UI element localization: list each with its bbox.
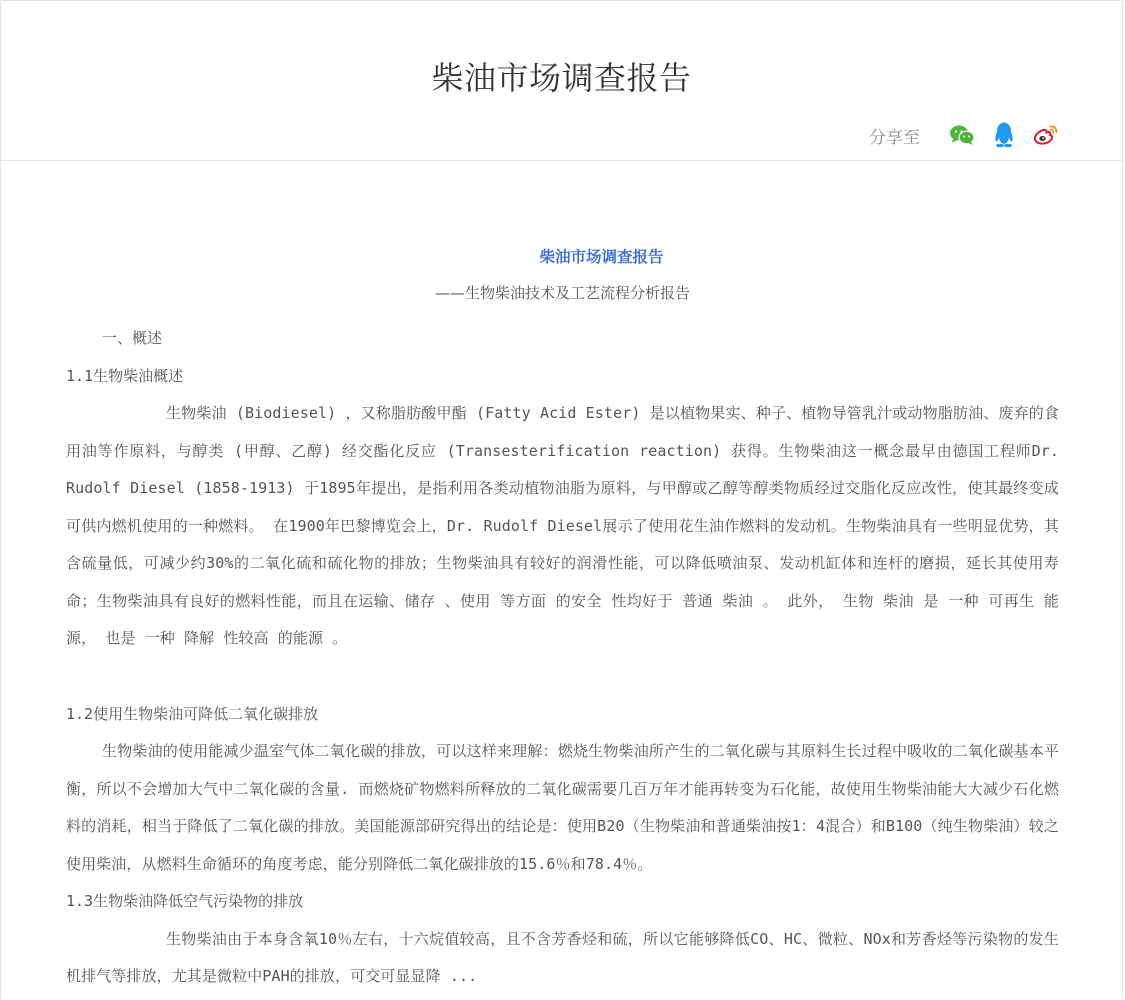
section-1-3-paragraph: 生物柴油由于本身含氧10％左右，十六烷值较高，且不含芳香烃和硫，所以它能够降低CO、HC、微粒、NOx和芳香烃等污染物的发生机排气等排放，尤其是微粒中PAH的排放，可交可显显降 ...	[66, 929, 1059, 985]
document-subtitle: ——生物柴油技术及工艺流程分析报告	[434, 284, 690, 302]
section-overview-heading: 一、概述	[102, 329, 163, 347]
spacer	[66, 658, 1059, 696]
section-1-3-heading: 1.3生物柴油降低空气污染物的排放	[66, 892, 304, 910]
share-label: 分享至	[869, 127, 920, 148]
weibo-icon[interactable]	[1032, 121, 1060, 149]
section-1-2-heading: 1.2使用生物柴油可降低二氧化碳排放	[66, 704, 319, 723]
section-1-1-paragraph: 生物柴油 (Biodiesel) ，又称脂肪酸甲酯 (Fatty Acid Ester) 是以植物果实、种子、植物导管乳汁或动物脂肪油、废弃的食用油等作原料，与醇类 (甲醇、乙醇) 经交酯化反应 (Transesterification reaction) 获得。生物柴油这一概念最早由德国工程师Dr. Rudolf Diesel (1858-1913) 于1895年提出，是指利用各类动植物油脂为原料，与甲醇或乙醇等醇类物质经过交脂化反应改性，使其最终变成可供内燃机使用的一种燃料。 在1900年巴黎博览会上，Dr. Rudolf Diesel展示了使用花生油作燃料的发动机。生物柴油具有一些明显优势，其含硫量低，可减少约30%的二氧化硫和硫化物的排放；生物柴油具有较好的润滑性能，可以降低喷油泵、发动机缸体和连杆的磨损，延长其使用寿命；生物柴油具有良好的燃料性能，而且在运输、储存 、使用 等方面 的安全 性均好于 普通 柴油 。 此外， 生物 柴油 是 一种 可再生 能源， 也是 一种 降解 性较高 的能源 。	[66, 404, 1059, 647]
document-title: 柴油市场调查报告	[539, 248, 664, 266]
qq-icon[interactable]	[990, 121, 1018, 149]
page-header	[1, 1, 1122, 161]
share-bar	[869, 121, 1060, 149]
section-1-2-paragraph: 生物柴油的使用能减少温室气体二氧化碳的排放，可以这样来理解：燃烧生物柴油所产生的二氧化碳与其原料生长过程中吸收的二氧化碳基本平衡，所以不会增加大气中二氧化碳的含量. 而燃烧矿物燃料所释放的二氧化碳需要几百万年才能再转变为石化能，故使用生物柴油能大大减少石化燃料的消耗，相当于降低了二氧化碳的排放。美国能源部研究得出的结论是：使用B20（生物柴油和普通柴油按1：4混合）和B100（纯生物柴油）较之使用柴油，从燃料生命循环的角度考虑，能分别降低二氧化碳排放的15.6％和78.4％。	[66, 742, 1059, 873]
article-content	[1, 246, 1122, 996]
page-title: 柴油市场调查报告	[431, 59, 692, 97]
section-1-1-heading: 1.1生物柴油概述	[66, 366, 184, 385]
wechat-icon[interactable]	[948, 121, 976, 149]
